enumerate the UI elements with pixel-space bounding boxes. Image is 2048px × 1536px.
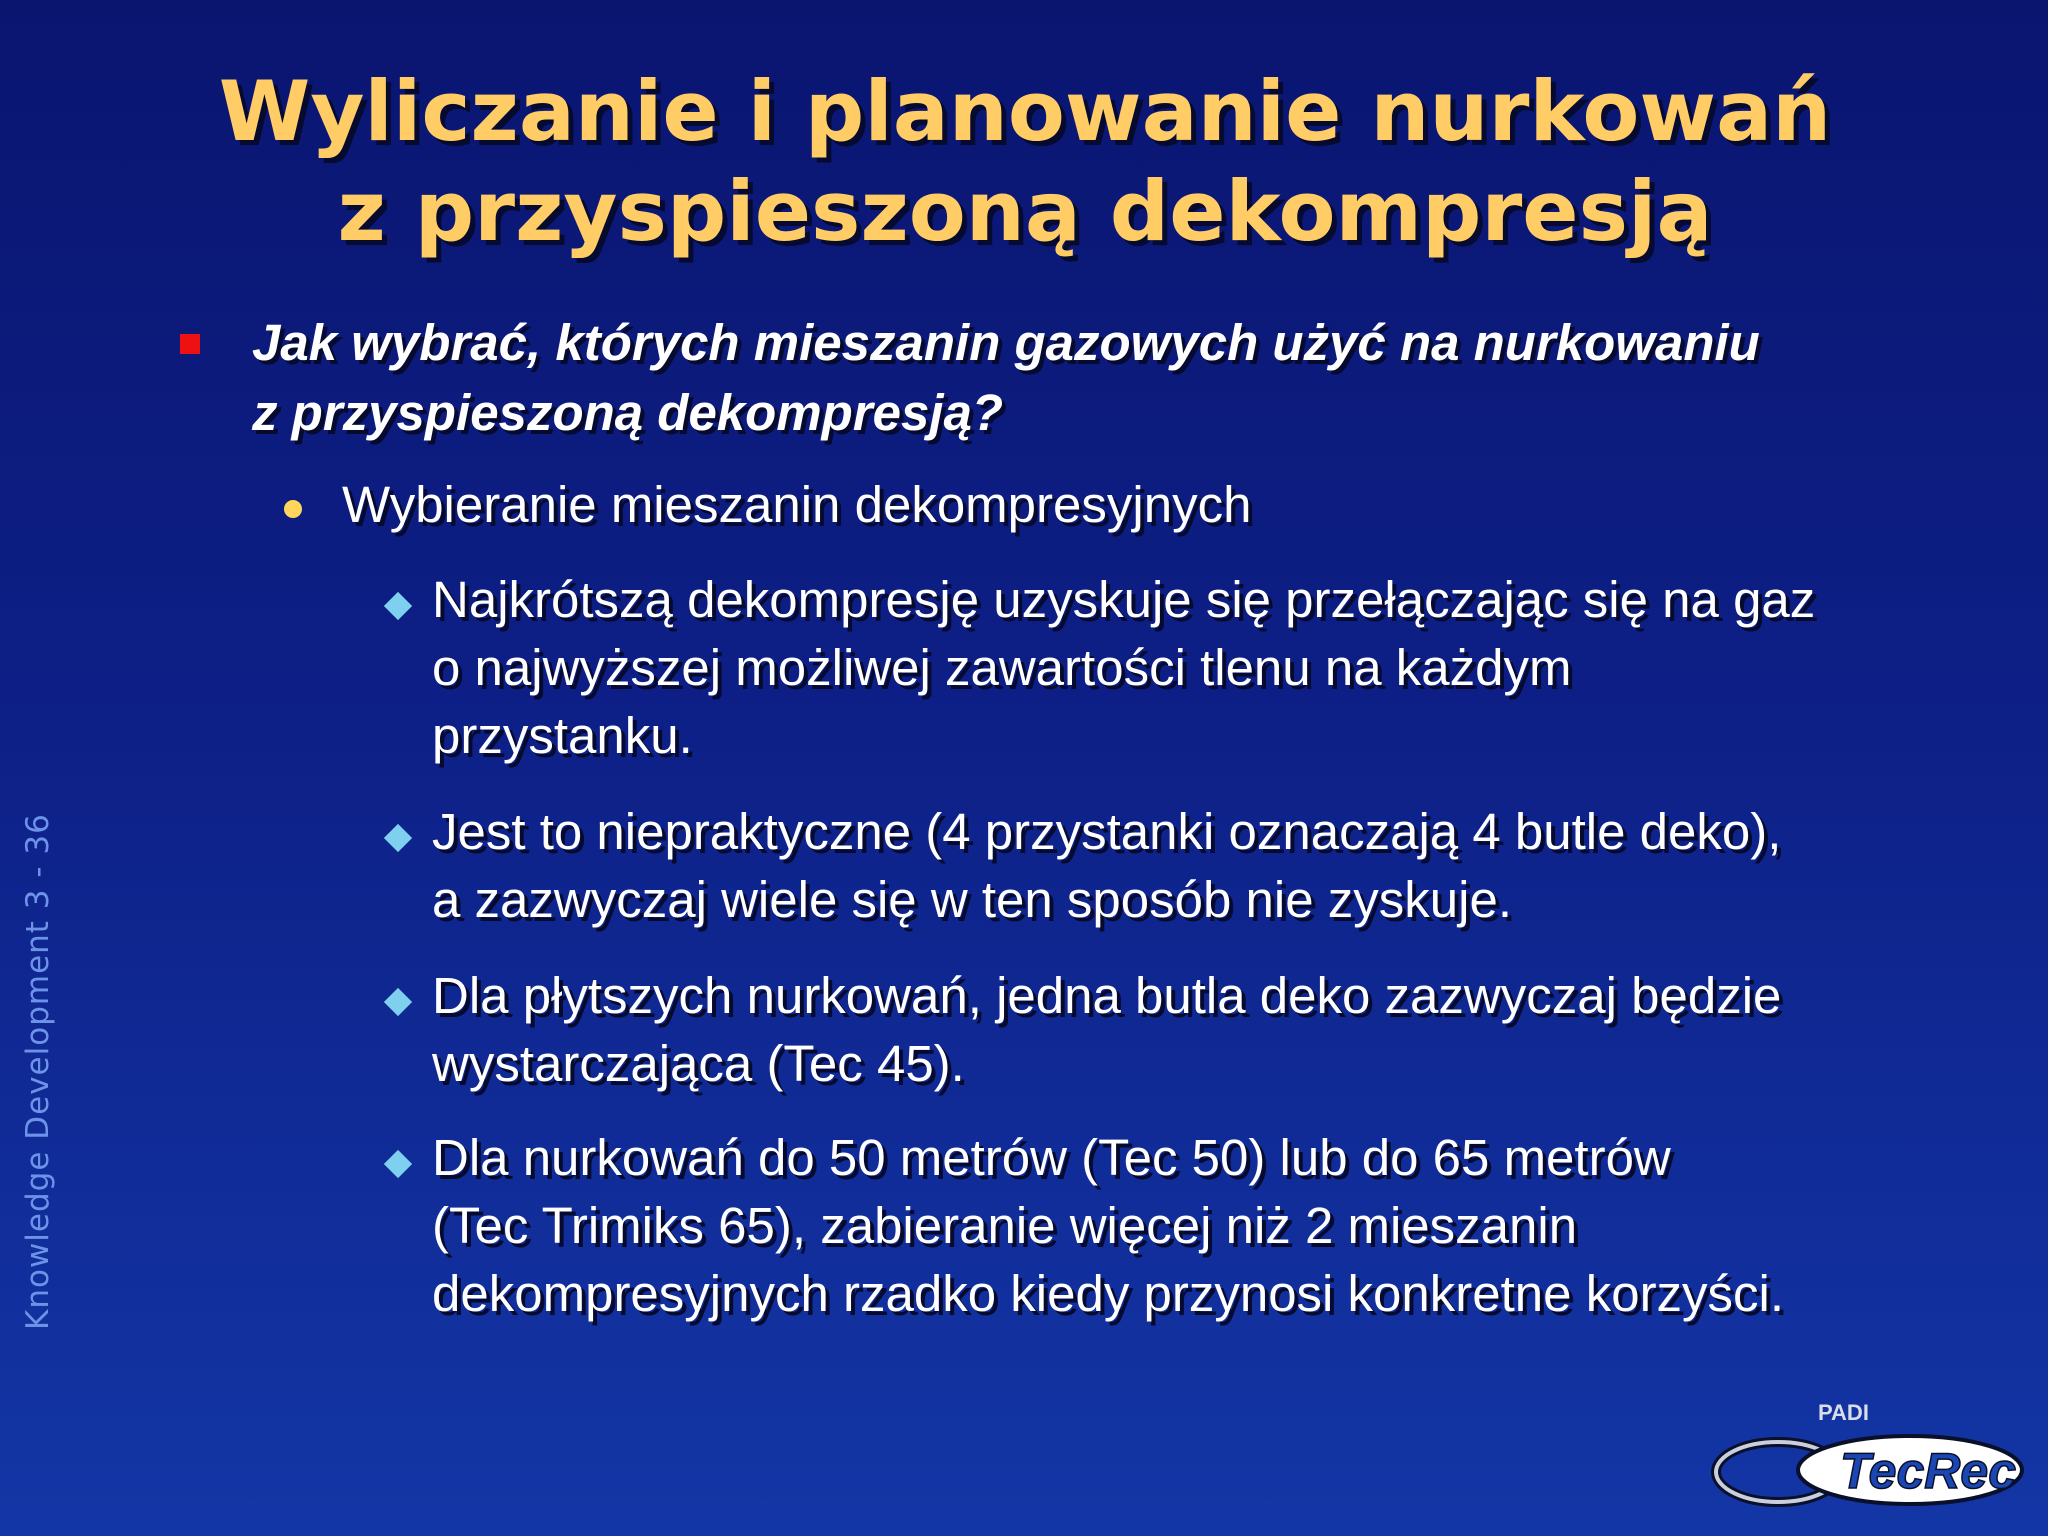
square-bullet-icon [180,334,200,354]
point-line: o najwyższej możliwej zawartości tlenu na każdym [432,639,1572,696]
bullet-point-3 [432,962,2002,1098]
padi-tecrec-logo [1700,1390,2030,1520]
subheading: Wybieranie mieszanin dekompresyjnych [342,476,1252,533]
point-line: a zazwyczaj wiele się w ten sposób nie zyskuje. [432,871,1512,928]
diamond-bullet-icon [384,1150,412,1178]
point-line: Dla nurkowań do 50 metrów (Tec 50) lub do 65 metrów [432,1129,1671,1186]
bullet-point-4 [432,1124,2002,1328]
logo-name-text: TecRec [1840,1443,2017,1499]
point-line: Dla płytszych nurkowań, jedna butla deko zazwyczaj będzie [432,967,1782,1024]
question-line-1: Jak wybrać, których mieszanin gazowych użyć na nurkowaniu [252,314,1760,371]
point-line: wystarczająca (Tec 45). [432,1035,965,1092]
diamond-bullet-icon [384,988,412,1016]
point-line: (Tec Trimiks 65), zabieranie więcej niż 2 mieszanin [432,1197,1578,1254]
bullet-point-1 [432,566,2002,770]
title-line-2: z przyspieszoną dekompresją [337,163,1713,260]
logo-brand-text: PADI [1818,1400,1869,1425]
side-label: Knowledge Development 3 - 36 [20,813,56,1330]
title-line-1: Wyliczanie i planowanie nurkowań [218,63,1832,160]
main-question [252,308,1972,448]
dot-bullet-icon [284,500,302,518]
diamond-bullet-icon [384,592,412,620]
bullet-point-2 [432,798,2002,934]
diamond-bullet-icon [384,824,412,852]
point-line: Jest to niepraktyczne (4 przystanki oznaczają 4 butle deko), [432,803,1782,860]
point-line: Najkrótszą dekompresję uzyskuje się przełączając się na gaz [432,571,1816,628]
point-line: przystanku. [432,707,693,764]
question-line-2: z przyspieszoną dekompresją? [252,384,1004,441]
slide-title [120,62,1930,262]
point-line: dekompresyjnych rzadko kiedy przynosi konkretne korzyści. [432,1265,1785,1322]
